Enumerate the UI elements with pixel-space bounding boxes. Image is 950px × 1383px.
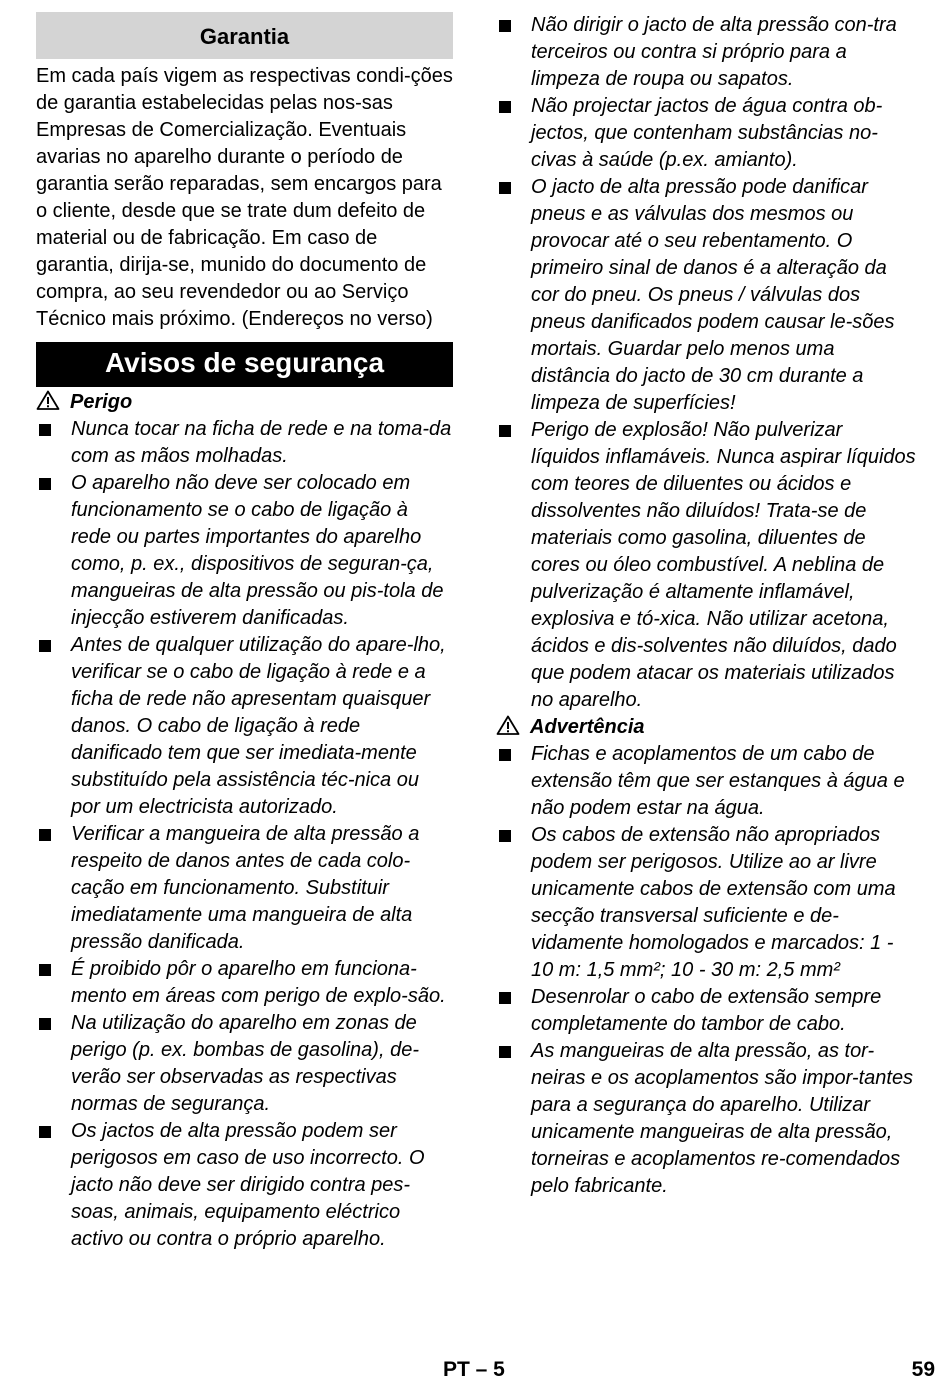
footer-section-label: PT – 5 xyxy=(443,1358,505,1381)
bullet-square-icon xyxy=(499,830,511,842)
danger-list-right xyxy=(496,12,916,714)
bullet-square-icon xyxy=(499,425,511,437)
bullet-square-icon xyxy=(499,749,511,761)
list-item: É proibido pôr o aparelho em funciona-mento em áreas com perigo de explo-são. xyxy=(36,956,453,1010)
warning-list xyxy=(496,741,916,1200)
list-item: Os jactos de alta pressão podem ser perigosos em caso de uso incorrecto. O jacto não deve ser dirigido contra pes-soas, animais, equipamento eléctrico activo ou contra o próprio aparelho. xyxy=(36,1118,453,1253)
safety-heading: Avisos de segurança xyxy=(36,342,453,387)
warning-triangle-icon xyxy=(36,390,63,410)
bullet-square-icon xyxy=(499,992,511,1004)
bullet-square-icon xyxy=(499,20,511,32)
list-item: Na utilização do aparelho em zonas de perigo (p. ex. bombas de gasolina), de-verão ser observadas as respectivas normas de segurança. xyxy=(36,1010,453,1118)
warranty-heading: Garantia xyxy=(36,12,453,59)
bullet-square-icon xyxy=(499,101,511,113)
list-item: As mangueiras de alta pressão, as tor-neiras e os acoplamentos são impor-tantes para a segurança do aparelho. Utilizar unicamente mangueiras de alta pressão, torneiras e acoplamentos re-comendados pelo fabricante. xyxy=(496,1038,916,1200)
left-column xyxy=(36,12,453,1253)
bullet-square-icon xyxy=(39,1018,51,1030)
list-item: Perigo de explosão! Não pulverizar líquidos inflamáveis. Nunca aspirar líquidos com teores de diluentes ou ácidos e dissolventes não diluídos! Trata-se de materiais como gasolina, diluentes de cores ou óleo combustível. A neblina de pulverização é altamente inflamável, explosiva e tó-xica. Não utilizar acetona, ácidos e dis-solventes não diluídos, dado que podem atacar os materiais utilizados no aparelho. xyxy=(496,417,916,714)
bullet-square-icon xyxy=(39,964,51,976)
warning-subheading xyxy=(496,714,916,741)
list-item: Nunca tocar na ficha de rede e na toma-da com as mãos molhadas. xyxy=(36,416,453,470)
bullet-square-icon xyxy=(39,640,51,652)
bullet-square-icon xyxy=(39,829,51,841)
list-item: Verificar a mangueira de alta pressão a respeito de danos antes de cada colo-cação em funcionamento. Substituir imediatamente uma mangueira de alta pressão danificada. xyxy=(36,821,453,956)
list-item: Fichas e acoplamentos de um cabo de extensão têm que ser estanques à água e não podem estar na água. xyxy=(496,741,916,822)
bullet-square-icon xyxy=(499,182,511,194)
bullet-square-icon xyxy=(39,1126,51,1138)
warranty-text: Em cada país vigem as respectivas condi-ções de garantia estabelecidas pelas nos-sas Empresas de Comercialização. Eventuais avarias no aparelho durante o período de garantia serão reparadas, sem encargos para o cliente, desde que se trate dum defeito de material ou de fabricação. Em caso de garantia, dirija-se, munido do documento de compra, ao seu revendedor ou ao Serviço Técnico mais próximo. (Endereços no verso) xyxy=(36,65,453,330)
bullet-square-icon xyxy=(39,424,51,436)
list-item: O aparelho não deve ser colocado em funcionamento se o cabo de ligação à rede ou partes importantes do aparelho como, p. ex., dispositivos de seguran-ça, mangueiras de alta pressão ou pis-tola de injecção estiverem danificadas. xyxy=(36,470,453,632)
list-item: Desenrolar o cabo de extensão sempre completamente do tambor de cabo. xyxy=(496,984,916,1038)
bullet-square-icon xyxy=(499,1046,511,1058)
list-item: O jacto de alta pressão pode danificar pneus e as válvulas dos mesmos ou provocar até o seu rebentamento. O primeiro sinal de danos é a alteração da cor do pneu. Os pneus / válvulas dos pneus danificados podem causar le-sões mortais. Guardar pelo menos uma distância do jacto de 30 cm durante a limpeza de superfícies! xyxy=(496,174,916,417)
danger-subheading xyxy=(36,389,453,416)
warning-triangle-icon xyxy=(496,715,523,735)
list-item: Não projectar jactos de água contra ob-jectos, que contenham substâncias no-civas à saúde (p.ex. amianto). xyxy=(496,93,916,174)
bullet-square-icon xyxy=(39,478,51,490)
danger-list-left xyxy=(36,416,453,1253)
list-item: Os cabos de extensão não apropriados podem ser perigosos. Utilize ao ar livre unicamente cabos de extensão com uma secção transversal suficiente e de-vidamente homologados e marcados: 1 - 10 m: 1,5 mm²; 10 - 30 m: 2,5 mm² xyxy=(496,822,916,984)
list-item: Não dirigir o jacto de alta pressão con-tra terceiros ou contra si próprio para a limpeza de roupa ou sapatos. xyxy=(496,12,916,93)
right-column xyxy=(496,12,916,1200)
page-number: 59 xyxy=(911,1358,935,1381)
list-item: Antes de qualquer utilização do apare-lho, verificar se o cabo de ligação à rede e a ficha de rede não apresentam quaisquer danos. O cabo de ligação à rede danificado tem que ser imediata-mente substituído pela assistência téc-nica ou por um electricista autorizado. xyxy=(36,632,453,821)
warning-label: Advertência xyxy=(530,716,645,738)
danger-label: Perigo xyxy=(70,391,133,413)
